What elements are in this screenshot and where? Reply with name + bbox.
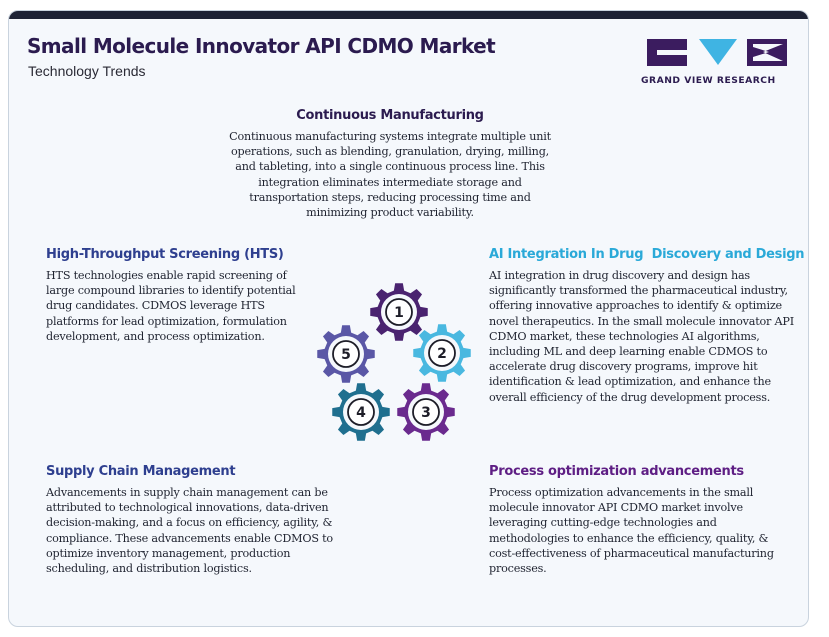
section-title: High-Throughput Screening (HTS) bbox=[46, 247, 284, 262]
section-title: AI Integration In Drug Discovery and Design bbox=[489, 247, 805, 262]
section-hts bbox=[46, 247, 296, 344]
section-supply-chain bbox=[46, 464, 346, 576]
gear-number: 5 bbox=[341, 347, 351, 363]
logo-marks-icon bbox=[641, 38, 789, 68]
section-text: AI integration in drug discovery and design has significantly transformed the pharmaceutical industry, offering innovative approaches to identify & optimize novel therapeutics. In the small molecule innovator API CDMO market, these technologies AI algorithms, including ML and deep learning enable CDMOS to accelerate drug discovery programs, improve hit identification & lead optimization, and enhance the overall efficiency of the drug development process. bbox=[489, 269, 794, 404]
gear-5 bbox=[317, 325, 374, 382]
gear-4 bbox=[332, 383, 389, 440]
section-title: Supply Chain Management bbox=[46, 464, 236, 479]
top-bar bbox=[9, 11, 808, 19]
page-title: Small Molecule Innovator API CDMO Market bbox=[27, 34, 496, 58]
gear-2 bbox=[413, 324, 470, 381]
gears-diagram bbox=[304, 279, 494, 449]
gear-1 bbox=[370, 283, 427, 340]
section-text: HTS technologies enable rapid screening of large compound libraries to identify potential drug candidates. CDMOS leverage HTS platforms for lead optimization, formulation development, and process optimization. bbox=[46, 269, 296, 343]
logo-brand-name: GRAND VIEW RESEARCH bbox=[641, 75, 776, 86]
gear-number: 4 bbox=[356, 405, 366, 421]
section-process-optimization bbox=[489, 464, 779, 576]
gear-number: 2 bbox=[437, 346, 447, 362]
gear-3 bbox=[397, 383, 454, 440]
gear-number: 3 bbox=[421, 405, 431, 421]
section-text: Continuous manufacturing systems integrate multiple unit operations, such as blending, granulation, drying, milling, and tableting, into a single continuous process line. This integration eliminates intermediate storage and transportation steps, reducing processing time and minimizing product variability. bbox=[229, 130, 551, 220]
gear-number: 1 bbox=[394, 305, 404, 321]
section-ai-integration bbox=[489, 247, 805, 405]
page-subtitle: Technology Trends bbox=[28, 63, 146, 79]
company-logo bbox=[641, 38, 789, 90]
section-text: Advancements in supply chain management can be attributed to technological innovations, data-driven decision-making, and a focus on efficiency, agility, & compliance. These advancements enable CDMOS to optimize inventory management, production scheduling, and distribution logistics. bbox=[46, 486, 333, 576]
section-continuous-manufacturing bbox=[227, 108, 553, 220]
infographic-frame bbox=[8, 10, 809, 627]
section-title: Process optimization advancements bbox=[489, 464, 744, 479]
section-title: Continuous Manufacturing bbox=[296, 108, 484, 123]
section-text: Process optimization advancements in the small molecule innovator API CDMO market involve leveraging cutting-edge technologies and methodologies to enhance the efficiency, quality, & cost-effectiveness of pharmaceutical manufacturing processes. bbox=[489, 486, 774, 576]
